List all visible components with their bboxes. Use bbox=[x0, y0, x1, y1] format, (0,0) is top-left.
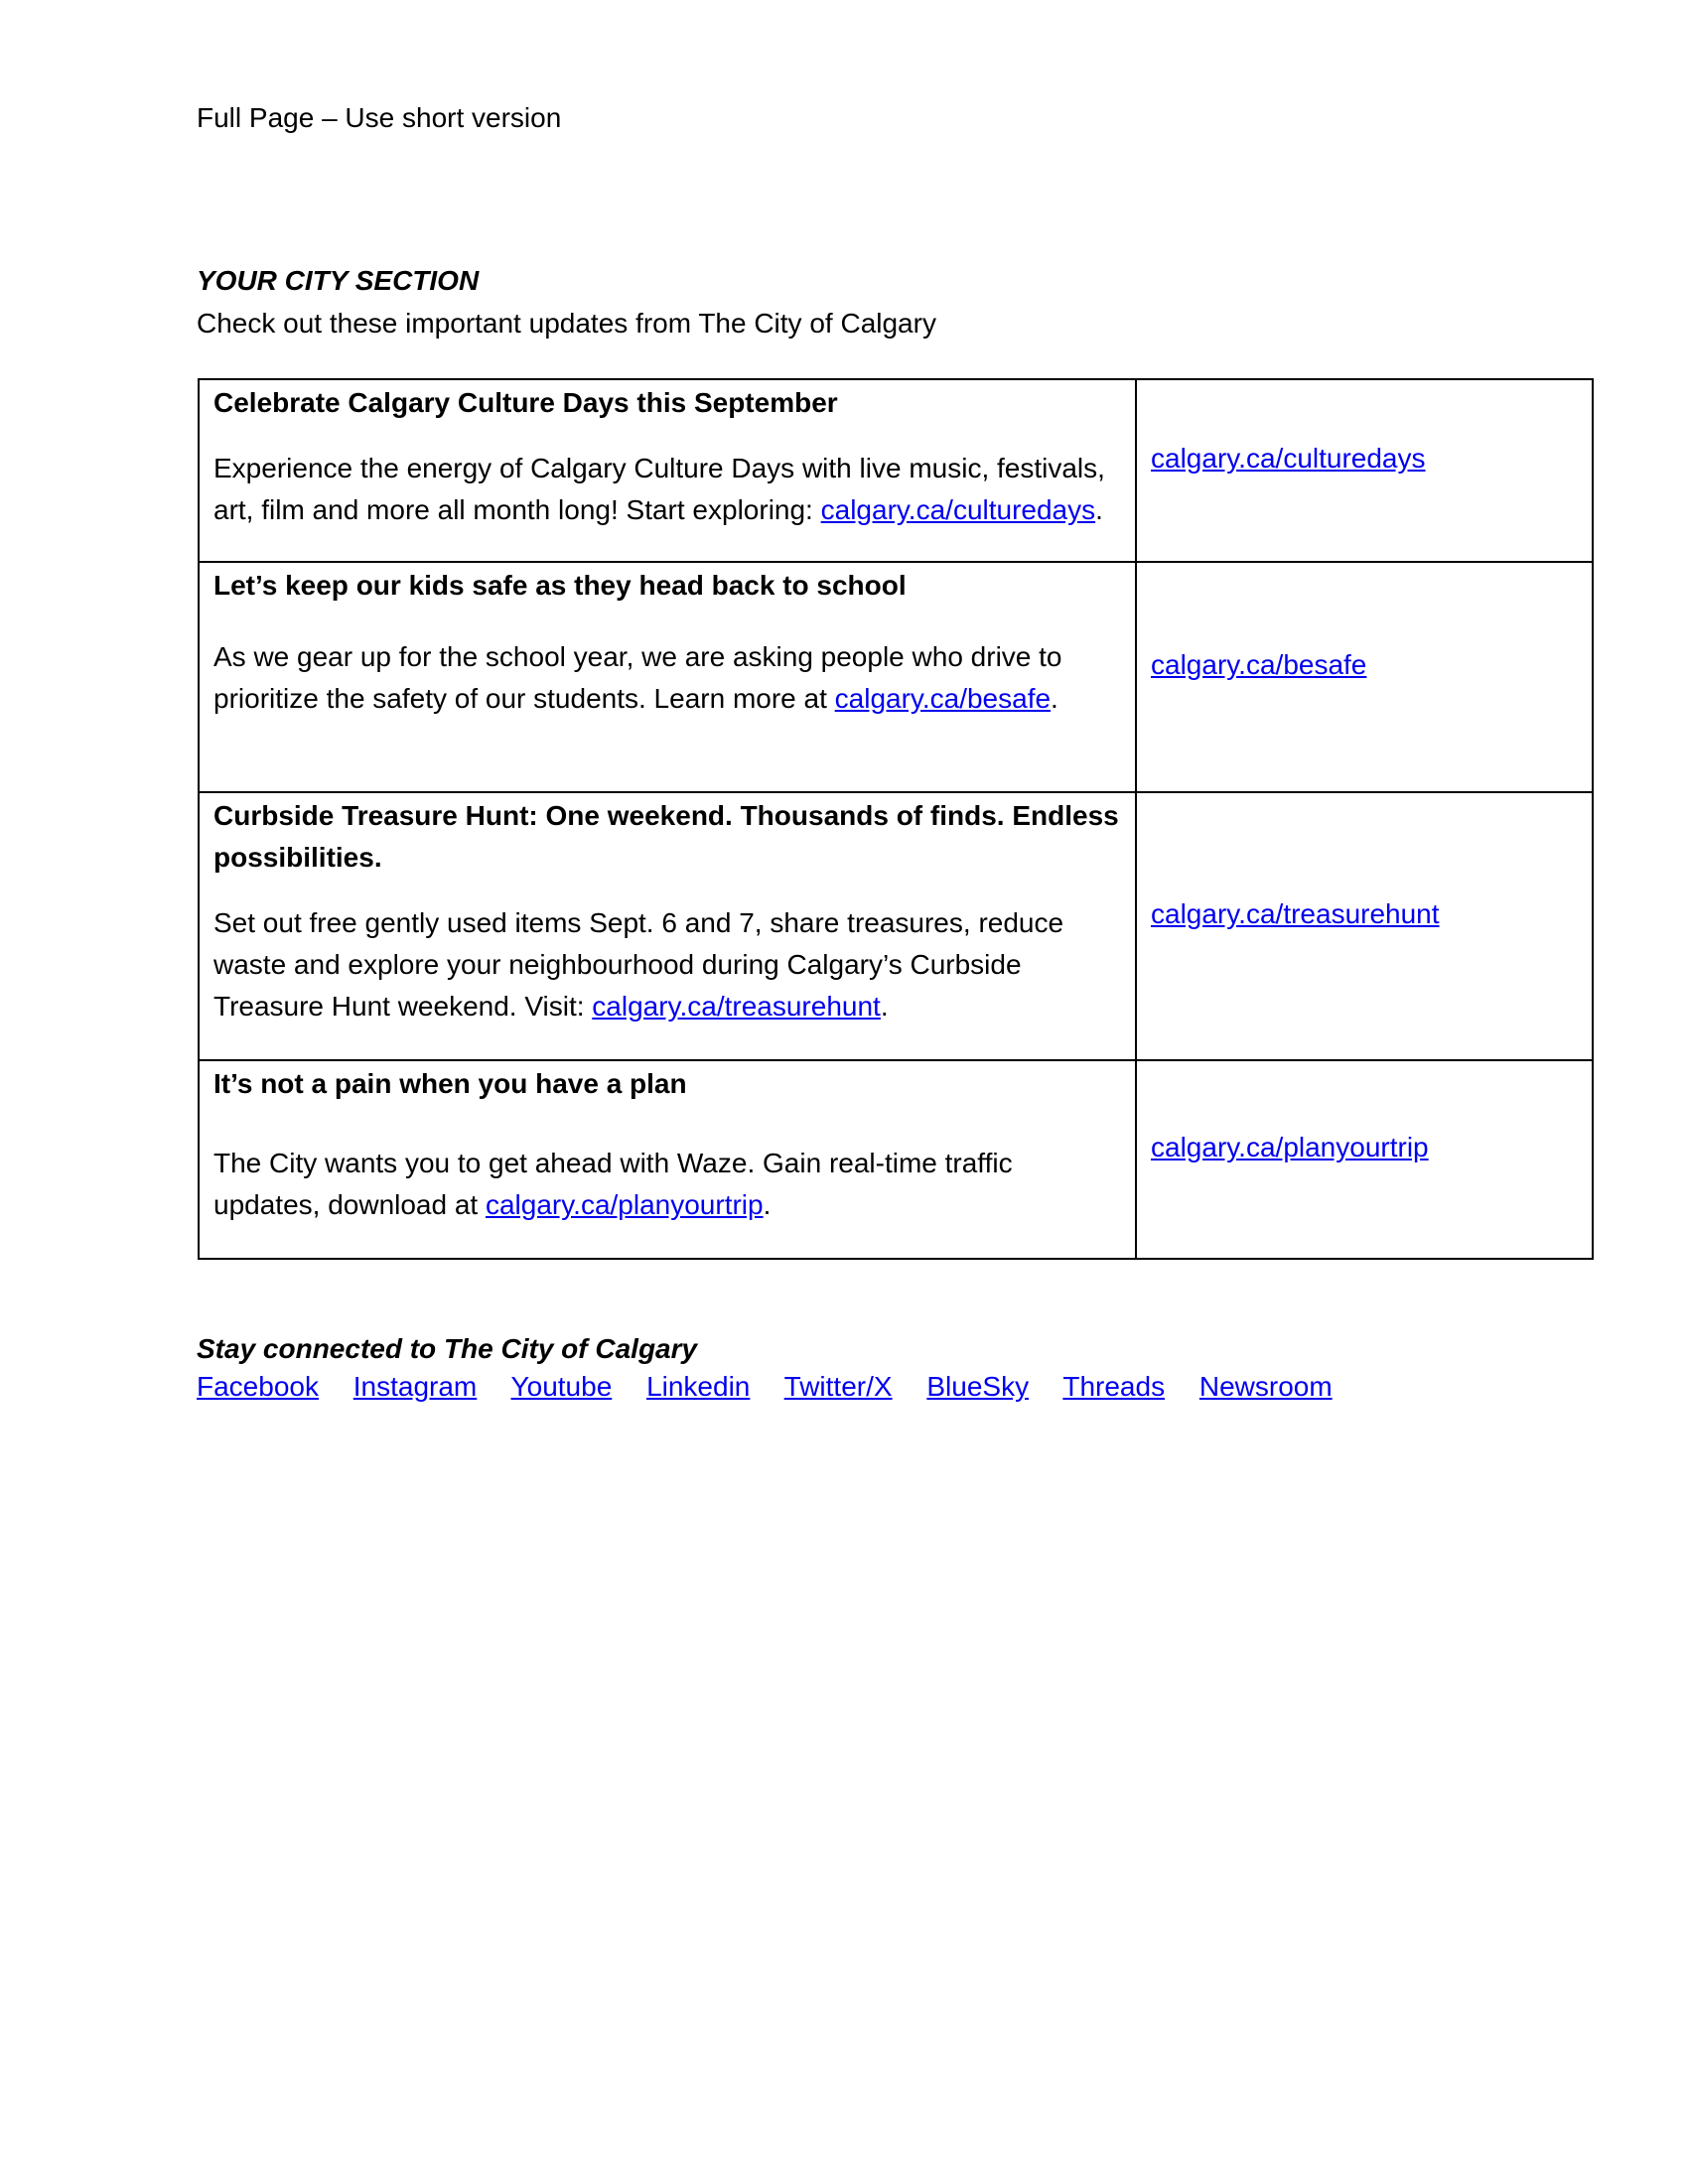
update-body bbox=[213, 448, 1121, 531]
table-row bbox=[199, 379, 1593, 562]
update-body-link[interactable]: calgary.ca/culturedays bbox=[820, 494, 1096, 525]
bluesky-link[interactable]: BlueSky bbox=[926, 1371, 1030, 1402]
update-body-link[interactable]: calgary.ca/besafe bbox=[834, 683, 1052, 714]
update-side-link[interactable]: calgary.ca/planyourtrip bbox=[1151, 1132, 1429, 1162]
update-content-cell bbox=[199, 562, 1136, 792]
newsroom-link[interactable]: Newsroom bbox=[1198, 1371, 1333, 1402]
update-title: It’s not a pain when you have a plan bbox=[213, 1068, 687, 1099]
update-body-text: Set out free gently used items Sept. 6 and 7, share treasures, reduce waste and explore your neighbourhood during Calgary’s Curbside Treasure Hunt weekend. Visit: bbox=[213, 907, 1064, 1022]
update-side-link[interactable]: calgary.ca/treasurehunt bbox=[1151, 898, 1440, 929]
update-side-link[interactable]: calgary.ca/culturedays bbox=[1151, 443, 1426, 474]
updates-table bbox=[198, 378, 1594, 1260]
update-body-text: As we gear up for the school year, we are asking people who drive to prioritize the safety of our students. Learn more at bbox=[213, 641, 1062, 714]
update-body-end: . bbox=[763, 1189, 772, 1220]
page-note: Full Page – Use short version bbox=[197, 102, 562, 133]
section-intro: Check out these important updates from The City of Calgary bbox=[197, 308, 936, 339]
section-heading: YOUR CITY SECTION bbox=[197, 265, 480, 296]
update-body bbox=[213, 636, 1121, 720]
update-title: Celebrate Calgary Culture Days this September bbox=[213, 387, 838, 418]
update-link-cell bbox=[1136, 562, 1593, 792]
update-body-end: . bbox=[1051, 683, 1058, 714]
update-link-cell bbox=[1136, 792, 1593, 1060]
table-row bbox=[199, 562, 1593, 792]
facebook-link[interactable]: Facebook bbox=[197, 1371, 319, 1402]
update-title: Let’s keep our kids safe as they head back to school bbox=[213, 570, 907, 601]
connect-heading: Stay connected to The City of Calgary bbox=[197, 1333, 698, 1364]
social-links bbox=[197, 1368, 1359, 1406]
update-body bbox=[213, 1143, 1121, 1226]
update-content-cell bbox=[199, 792, 1136, 1060]
linkedin-link[interactable]: Linkedin bbox=[646, 1371, 751, 1402]
youtube-link[interactable]: Youtube bbox=[510, 1371, 613, 1402]
threads-link[interactable]: Threads bbox=[1062, 1371, 1166, 1402]
update-link-cell bbox=[1136, 379, 1593, 562]
update-body-text: The City wants you to get ahead with Waze. Gain real-time traffic updates, download at bbox=[213, 1148, 1013, 1220]
instagram-link[interactable]: Instagram bbox=[352, 1371, 478, 1402]
update-content-cell bbox=[199, 379, 1136, 562]
table-row bbox=[199, 792, 1593, 1060]
update-link-cell bbox=[1136, 1060, 1593, 1259]
update-body-end: . bbox=[880, 991, 889, 1022]
update-body bbox=[213, 902, 1121, 1027]
update-content-cell bbox=[199, 1060, 1136, 1259]
update-side-link[interactable]: calgary.ca/besafe bbox=[1151, 649, 1367, 680]
table-row bbox=[199, 1060, 1593, 1259]
update-body-link[interactable]: calgary.ca/planyourtrip bbox=[485, 1189, 764, 1220]
update-title: Curbside Treasure Hunt: One weekend. Thousands of finds. Endless possibilities. bbox=[213, 800, 1119, 873]
update-body-link[interactable]: calgary.ca/treasurehunt bbox=[592, 991, 881, 1022]
update-body-end: . bbox=[1095, 494, 1103, 525]
twitter-x-link[interactable]: Twitter/X bbox=[783, 1371, 893, 1402]
update-body-text: Experience the energy of Calgary Culture Days with live music, festivals, art, film and more all month long! Start exploring: bbox=[213, 453, 1105, 525]
